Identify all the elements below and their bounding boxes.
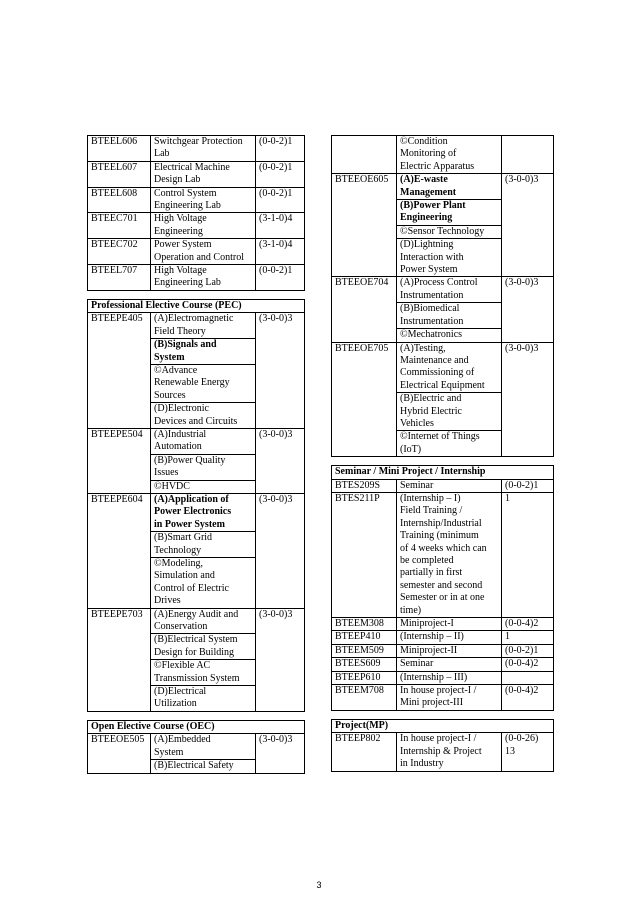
course-code: BTES211P: [332, 492, 397, 617]
text-line: (D)Electronic: [154, 403, 209, 415]
course-code: BTEEC701: [88, 213, 151, 239]
text-line: (B)Power Quality: [154, 454, 226, 466]
elective-option-row: [88, 403, 305, 429]
elective-option: [397, 329, 502, 342]
course-title: [397, 671, 502, 684]
text-line: Seminar: [400, 479, 434, 491]
text-line: Management: [400, 186, 457, 198]
course-credits: [502, 644, 554, 657]
elective-option-row: [332, 342, 554, 393]
section-title: Seminar / Mini Project / Internship: [332, 466, 554, 479]
elective-option: [151, 493, 256, 531]
text-line: Operation and Control: [154, 251, 244, 263]
text-line: Conservation: [154, 621, 208, 633]
elective-option: [151, 608, 256, 634]
elective-option-row: [332, 277, 554, 303]
gap-cell: [332, 710, 554, 719]
text-line: Engineering: [154, 225, 203, 237]
text-line: (B)Electrical System: [154, 634, 238, 646]
course-code: [88, 532, 151, 558]
course-title: [151, 187, 256, 213]
elective-option: [151, 660, 256, 686]
course-row: [88, 213, 305, 239]
text-line: semester and second: [400, 579, 483, 591]
course-credits: [256, 686, 305, 712]
course-credits: (3-0-0)3: [502, 277, 554, 303]
course-code: BTEEM308: [332, 618, 397, 631]
course-code: [332, 136, 397, 174]
elective-option-row: [332, 303, 554, 329]
elective-option-row: [88, 532, 305, 558]
text-line: Electrical Machine: [154, 161, 230, 173]
gap-cell: [332, 457, 554, 466]
course-credits: [256, 339, 305, 365]
elective-option: [151, 734, 256, 760]
text-line: (B)Biomedical: [400, 303, 460, 315]
credits-value: (0-0-26): [505, 733, 539, 745]
credits-value: (0-0-2)1: [505, 479, 539, 491]
text-line: Field Theory: [154, 325, 206, 337]
text-line: ©HVDC: [154, 480, 190, 492]
elective-option: [397, 342, 502, 393]
course-credits: [256, 403, 305, 429]
text-line: Design Lab: [154, 174, 201, 186]
text-line: Semester or in at one: [400, 592, 485, 604]
course-code: BTEEOE505: [88, 734, 151, 760]
text-line: partially in first: [400, 567, 463, 579]
text-line: System: [154, 351, 185, 363]
course-credits: [256, 136, 305, 162]
text-line: Engineering Lab: [154, 200, 221, 212]
elective-option-row: [332, 393, 554, 431]
section-gap: [332, 710, 554, 719]
elective-option-row: [88, 608, 305, 634]
course-row: [332, 671, 554, 684]
text-line: Power Electronics: [154, 506, 232, 518]
text-line: Sources: [154, 389, 186, 401]
text-line: Engineering Lab: [154, 277, 221, 289]
text-line: Vehicles: [400, 417, 434, 429]
text-line: Instrumentation: [400, 289, 464, 301]
course-code: [332, 303, 397, 329]
course-row: [332, 479, 554, 492]
section-title: Open Elective Course (OEC): [88, 720, 305, 733]
text-line: (Internship – III): [400, 671, 468, 683]
text-line: Devices and Circuits: [154, 415, 238, 427]
text-line: Technology: [154, 544, 202, 556]
course-code: [88, 760, 151, 773]
elective-option: [151, 339, 256, 365]
course-credits: [256, 634, 305, 660]
text-line: Seminar: [400, 658, 434, 670]
course-code: BTEEPE604: [88, 493, 151, 531]
course-credits: [502, 492, 554, 617]
elective-option-row: [88, 686, 305, 712]
course-code: [332, 431, 397, 457]
text-line: Power System: [400, 264, 458, 276]
course-code: BTES209S: [332, 479, 397, 492]
text-line: (D)Lightning: [400, 239, 454, 251]
elective-option-row: [332, 329, 554, 342]
credits-value: (0-0-2)1: [259, 136, 293, 147]
credits-value: (3-1-0)4: [259, 239, 293, 251]
course-title: [151, 265, 256, 291]
course-code: [332, 200, 397, 226]
section-gap: [332, 457, 554, 466]
text-line: Switchgear Protection: [154, 136, 243, 147]
course-row: [88, 265, 305, 291]
text-line: Electrical Equipment: [400, 379, 485, 391]
text-line: (D)Electrical: [154, 686, 207, 698]
course-row: [88, 161, 305, 187]
course-row: [332, 618, 554, 631]
text-line: Transmission System: [154, 672, 240, 684]
course-code: BTEES609: [332, 658, 397, 671]
course-credits: [256, 265, 305, 291]
course-code: [88, 454, 151, 480]
course-code: BTEEP410: [332, 631, 397, 644]
course-code: BTEEC702: [88, 239, 151, 265]
elective-option: [151, 686, 256, 712]
gap-cell: [88, 711, 305, 720]
text-line: (Internship – II): [400, 631, 464, 643]
elective-option: [151, 403, 256, 429]
text-line: (B)Electrical Safety: [154, 760, 234, 772]
elective-option-row: [332, 225, 554, 238]
text-line: Miniproject-I: [400, 618, 454, 630]
elective-option-row: [332, 136, 554, 174]
course-code: BTEEPE504: [88, 428, 151, 454]
elective-option-row: [332, 200, 554, 226]
course-credits: [256, 213, 305, 239]
text-line: Issues: [154, 467, 179, 479]
text-line: ©Mechatronics: [400, 329, 463, 341]
elective-option-row: [88, 558, 305, 609]
section-gap: [88, 711, 305, 720]
elective-option: [397, 303, 502, 329]
credits-value: 1: [505, 492, 510, 504]
elective-option: [397, 225, 502, 238]
page-number: 3: [316, 880, 322, 890]
course-code: BTEEOE705: [332, 342, 397, 393]
text-line: Monitoring of: [400, 148, 457, 160]
course-credits: (3-0-0)3: [256, 734, 305, 760]
text-line: (B)Signals and: [154, 339, 217, 351]
text-line: time): [400, 604, 422, 616]
course-code: BTEEM509: [332, 644, 397, 657]
text-line: Internship & Project: [400, 745, 482, 757]
elective-option-row: [88, 339, 305, 365]
course-code: BTEEOE605: [332, 174, 397, 200]
elective-option-row: [332, 174, 554, 200]
elective-option: [151, 480, 256, 493]
elective-option: [151, 364, 256, 402]
course-row: [332, 685, 554, 711]
elective-option: [397, 431, 502, 457]
text-line: in Industry: [400, 758, 444, 770]
elective-option: [151, 454, 256, 480]
course-credits: [502, 225, 554, 238]
text-line: in Power System: [154, 518, 225, 530]
course-code: [88, 660, 151, 686]
course-code: BTEEOE704: [332, 277, 397, 303]
course-credits: (3-0-0)3: [256, 313, 305, 339]
text-line: Maintenance and: [400, 354, 469, 366]
course-credits: (3-0-0)3: [256, 608, 305, 634]
text-line: Renewable Energy: [154, 377, 230, 389]
credits-value: (0-0-4)2: [505, 658, 539, 670]
text-line: Control System: [154, 187, 217, 199]
course-credits: [502, 303, 554, 329]
course-credits: [502, 329, 554, 342]
section-header-row: [88, 299, 305, 312]
course-credits: [256, 760, 305, 773]
course-code: [88, 634, 151, 660]
credits-value: (0-0-4)2: [505, 685, 539, 697]
course-code: BTEEPE703: [88, 608, 151, 634]
elective-option-row: [88, 428, 305, 454]
credits-value: (0-0-2)1: [505, 644, 539, 656]
course-credits: [502, 658, 554, 671]
text-line: (A)E-waste: [400, 174, 448, 186]
text-line: High Voltage: [154, 213, 207, 225]
elective-option-row: [332, 239, 554, 277]
course-credits: (3-0-0)3: [502, 342, 554, 393]
section-header-row: [332, 466, 554, 479]
text-line: Commissioning of: [400, 367, 475, 379]
elective-option-row: [88, 760, 305, 773]
course-title: [397, 733, 502, 771]
text-line: ©Condition: [400, 136, 448, 147]
course-title: [151, 136, 256, 162]
course-title: [397, 685, 502, 711]
course-code: BTEEL606: [88, 136, 151, 162]
gap-cell: [88, 290, 305, 299]
course-credits: [502, 479, 554, 492]
course-row: [88, 187, 305, 213]
course-code: [332, 225, 397, 238]
credits-value: (0-0-2)1: [259, 161, 293, 173]
course-code: BTEEM708: [332, 685, 397, 711]
elective-option: [397, 174, 502, 200]
elective-option-row: [88, 480, 305, 493]
elective-option: [397, 239, 502, 277]
elective-option-row: [88, 634, 305, 660]
course-code: [88, 364, 151, 402]
text-line: (A)Application of: [154, 493, 229, 505]
course-title: [397, 631, 502, 644]
course-code: [332, 393, 397, 431]
course-title: [397, 492, 502, 617]
text-line: ©Sensor Technology: [400, 225, 485, 237]
text-line: ©Internet of Things: [400, 431, 480, 443]
elective-option-row: [88, 364, 305, 402]
credits-total: 13: [505, 745, 515, 757]
section-title: Professional Elective Course (PEC): [88, 299, 305, 312]
text-line: be completed: [400, 555, 454, 566]
text-line: Engineering: [400, 212, 453, 224]
text-line: Mini project-III: [400, 697, 464, 709]
text-line: Control of Electric: [154, 582, 229, 594]
course-credits: [502, 618, 554, 631]
course-code: [332, 329, 397, 342]
credits-value: (0-0-2)1: [259, 265, 293, 277]
course-title: [151, 161, 256, 187]
course-code: BTEEL607: [88, 161, 151, 187]
course-credits: [502, 239, 554, 277]
course-title: [151, 213, 256, 239]
text-line: High Voltage: [154, 265, 207, 277]
text-line: Drives: [154, 595, 181, 607]
right-column: [331, 135, 554, 772]
course-title: [397, 658, 502, 671]
course-code: BTEEP802: [332, 733, 397, 771]
text-line: Field Training /: [400, 505, 463, 517]
course-credits: [256, 364, 305, 402]
elective-option: [151, 313, 256, 339]
right-course-table: [331, 135, 554, 772]
course-code: BTEEL608: [88, 187, 151, 213]
text-line: Interaction with: [400, 251, 464, 263]
course-credits: [256, 239, 305, 265]
text-line: Automation: [154, 441, 202, 453]
course-credits: [256, 454, 305, 480]
course-title: [397, 618, 502, 631]
text-line: (IoT): [400, 443, 422, 455]
course-credits: [502, 685, 554, 711]
credits-value: (0-0-4)2: [505, 618, 539, 630]
elective-option: [151, 532, 256, 558]
text-line: System: [154, 746, 184, 758]
course-credits: [256, 161, 305, 187]
text-line: Internship/Industrial: [400, 517, 482, 529]
course-credits: [256, 480, 305, 493]
course-row: [332, 733, 554, 771]
course-credits: [502, 431, 554, 457]
text-line: Utilization: [154, 698, 197, 710]
course-code: [88, 480, 151, 493]
text-line: In house project-I /: [400, 733, 477, 745]
course-credits: [256, 187, 305, 213]
text-line: (A)Industrial: [154, 428, 207, 440]
text-line: of 4 weeks which can: [400, 542, 487, 554]
elective-option: [397, 277, 502, 303]
course-credits: [502, 671, 554, 684]
elective-option-row: [88, 493, 305, 531]
text-line: (A)Process Control: [400, 277, 478, 289]
elective-option: [151, 760, 256, 773]
section-header-row: [88, 720, 305, 733]
course-credits: [256, 532, 305, 558]
text-line: (B)Power Plant: [400, 200, 466, 212]
text-line: Training (minimum: [400, 530, 479, 542]
text-line: In house project-I /: [400, 685, 477, 697]
text-line: Power System: [154, 239, 212, 251]
course-code: [332, 239, 397, 277]
course-code: [88, 403, 151, 429]
text-line: (A)Energy Audit and: [154, 608, 239, 620]
text-line: Instrumentation: [400, 315, 464, 327]
course-row: [332, 492, 554, 617]
course-code: BTEEP610: [332, 671, 397, 684]
text-line: Hybrid Electric: [400, 405, 462, 417]
course-code: BTEEL707: [88, 265, 151, 291]
course-title: [151, 239, 256, 265]
text-line: Miniproject-II: [400, 644, 458, 656]
left-course-table: [87, 135, 305, 774]
elective-option: [397, 393, 502, 431]
text-line: Simulation and: [154, 570, 215, 582]
elective-option: [397, 136, 502, 174]
text-line: (B)Electric and: [400, 393, 462, 405]
course-title: [397, 479, 502, 492]
course-credits: (3-0-0)3: [256, 428, 305, 454]
left-column: [87, 135, 305, 774]
elective-option-row: [88, 660, 305, 686]
text-line: ©Modeling,: [154, 558, 203, 569]
text-line: ©Advance: [154, 364, 198, 376]
text-line: (B)Smart Grid: [154, 532, 213, 544]
course-code: [88, 339, 151, 365]
credits-value: (0-0-2)1: [259, 187, 293, 199]
text-line: Design for Building: [154, 646, 234, 658]
course-credits: (3-0-0)3: [256, 493, 305, 531]
course-credits: [502, 136, 554, 174]
course-credits: [502, 200, 554, 226]
course-title: [397, 644, 502, 657]
text-line: (Internship – I): [400, 492, 461, 504]
course-row: [332, 631, 554, 644]
credits-value: 1: [505, 631, 510, 643]
section-gap: [88, 290, 305, 299]
text-line: Electric Apparatus: [400, 160, 475, 172]
section-header-row: [332, 719, 554, 732]
elective-option-row: [88, 454, 305, 480]
text-line: Lab: [154, 148, 170, 160]
course-row: [88, 136, 305, 162]
text-line: ©Flexible AC: [154, 660, 211, 672]
course-credits: [256, 558, 305, 609]
course-row: [332, 644, 554, 657]
course-code: BTEEPE405: [88, 313, 151, 339]
text-line: (A)Testing,: [400, 342, 446, 354]
course-credits: [502, 631, 554, 644]
course-credits: [502, 393, 554, 431]
course-credits: [502, 733, 554, 771]
elective-option: [397, 200, 502, 226]
course-code: [88, 686, 151, 712]
elective-option-row: [332, 431, 554, 457]
elective-option: [151, 428, 256, 454]
text-line: (A)Electromagnetic: [154, 313, 234, 325]
elective-option-row: [88, 313, 305, 339]
elective-option-row: [88, 734, 305, 760]
text-line: (A)Embedded: [154, 734, 211, 746]
elective-option: [151, 634, 256, 660]
course-credits: [256, 660, 305, 686]
course-code: [88, 558, 151, 609]
credits-value: (3-1-0)4: [259, 213, 293, 225]
section-title: Project(MP): [332, 719, 554, 732]
course-credits: (3-0-0)3: [502, 174, 554, 200]
elective-option: [151, 558, 256, 609]
course-row: [88, 239, 305, 265]
course-row: [332, 658, 554, 671]
